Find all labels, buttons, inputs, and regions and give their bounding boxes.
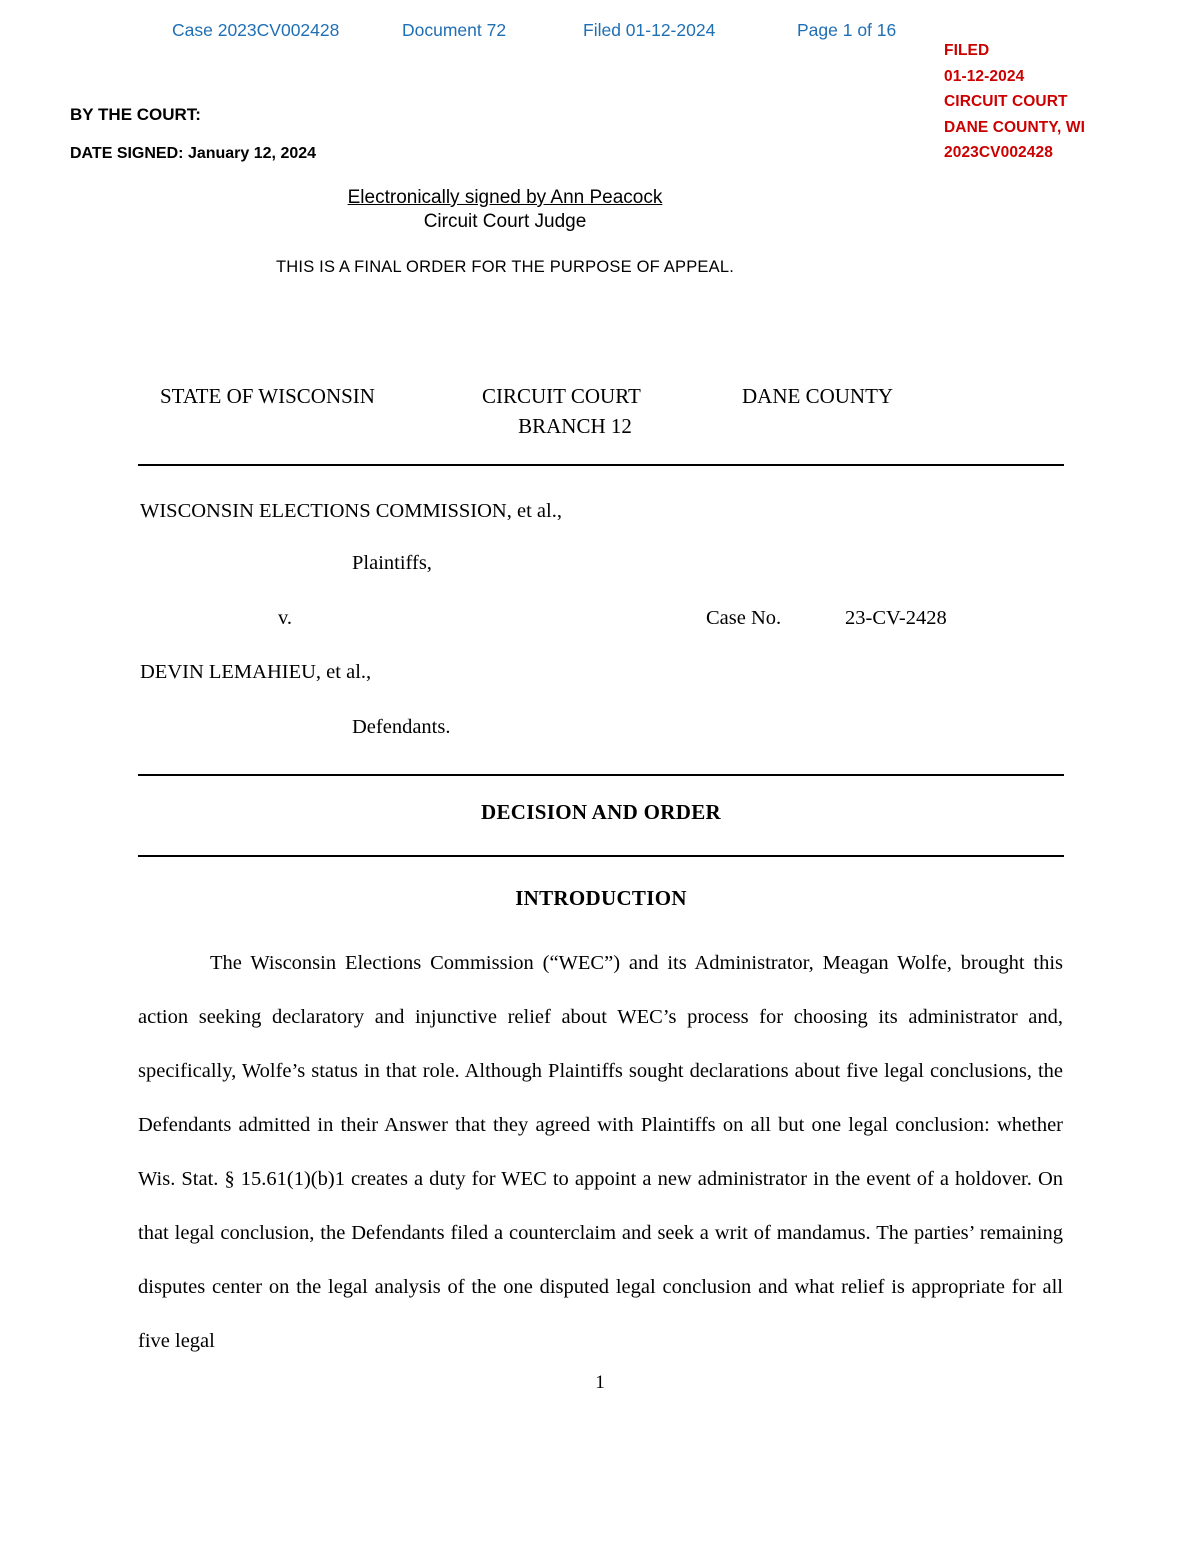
ecf-case-number: Case 2023CV002428	[172, 20, 340, 40]
date-signed-label: DATE SIGNED:	[70, 145, 184, 162]
page-number: 1	[595, 1372, 605, 1393]
defendant-label: Defendants.	[352, 716, 451, 738]
ecf-page-indicator: Page 1 of 16	[797, 20, 897, 40]
ecf-document-number: Document 72	[402, 20, 507, 40]
judge-title: Circuit Court Judge	[423, 211, 587, 232]
plaintiff-name: WISCONSIN ELECTIONS COMMISSION, et al.,	[140, 500, 562, 522]
caption-branch: BRANCH 12	[518, 414, 632, 438]
caption-divider-top	[138, 464, 1064, 466]
section-heading-introduction: INTRODUCTION	[515, 886, 687, 910]
document-title: DECISION AND ORDER	[481, 800, 721, 824]
caption-divider-middle	[138, 774, 1064, 776]
caption-divider-bottom	[138, 855, 1064, 857]
final-order-note: THIS IS A FINAL ORDER FOR THE PURPOSE OF APPEAL.	[276, 258, 734, 276]
electronic-signature-name: Electronically signed by Ann Peacock	[347, 187, 663, 208]
filed-stamp-line-court: CIRCUIT COURT	[944, 93, 1068, 110]
defendant-name: DEVIN LEMAHIEU, et al.,	[140, 661, 372, 683]
caption-state: STATE OF WISCONSIN	[160, 384, 375, 408]
caption-county: DANE COUNTY	[742, 384, 894, 408]
versus-label: v.	[278, 607, 293, 629]
ecf-filed-date: Filed 01-12-2024	[583, 20, 716, 40]
case-number-value: 23-CV-2428	[845, 607, 947, 629]
date-signed-value: January 12, 2024	[187, 145, 317, 162]
electronic-signature-block	[0, 186, 1010, 234]
date-signed-line	[70, 145, 316, 163]
filed-stamp-line-filed: FILED	[944, 42, 990, 59]
plaintiff-label: Plaintiffs,	[352, 552, 432, 574]
filed-stamp-line-case: 2023CV002428	[944, 144, 1053, 161]
introduction-paragraph: The Wisconsin Elections Commission (“WEC”) and its Administrator, Meagan Wolfe, brought this action seeking declaratory and injunctive relief about WEC’s process for choosing its administrator and, specifically, Wolfe’s status in that role. Although Plaintiffs sought declarations about five legal conclusions, the Defendants admitted in their Answer that they agreed with Plaintiffs on all but one legal conclusion: whether Wis. Stat. § 15.61(1)(b)1 creates a duty for WEC to appoint a new administrator in the event of a holdover. On that legal conclusion, the Defendants filed a counterclaim and seek a writ of mandamus. The parties’ remaining disputes center on the legal analysis of the one disputed legal conclusion and what relief is appropriate for all five legal	[138, 952, 1063, 1352]
case-number-label: Case No.	[706, 607, 782, 629]
by-the-court-label: BY THE COURT:	[70, 105, 201, 124]
filed-stamp	[944, 38, 1085, 166]
filed-stamp-line-date: 01-12-2024	[944, 67, 1025, 85]
filed-stamp-line-county: DANE COUNTY, WI	[944, 118, 1085, 136]
caption-court: CIRCUIT COURT	[482, 384, 641, 408]
